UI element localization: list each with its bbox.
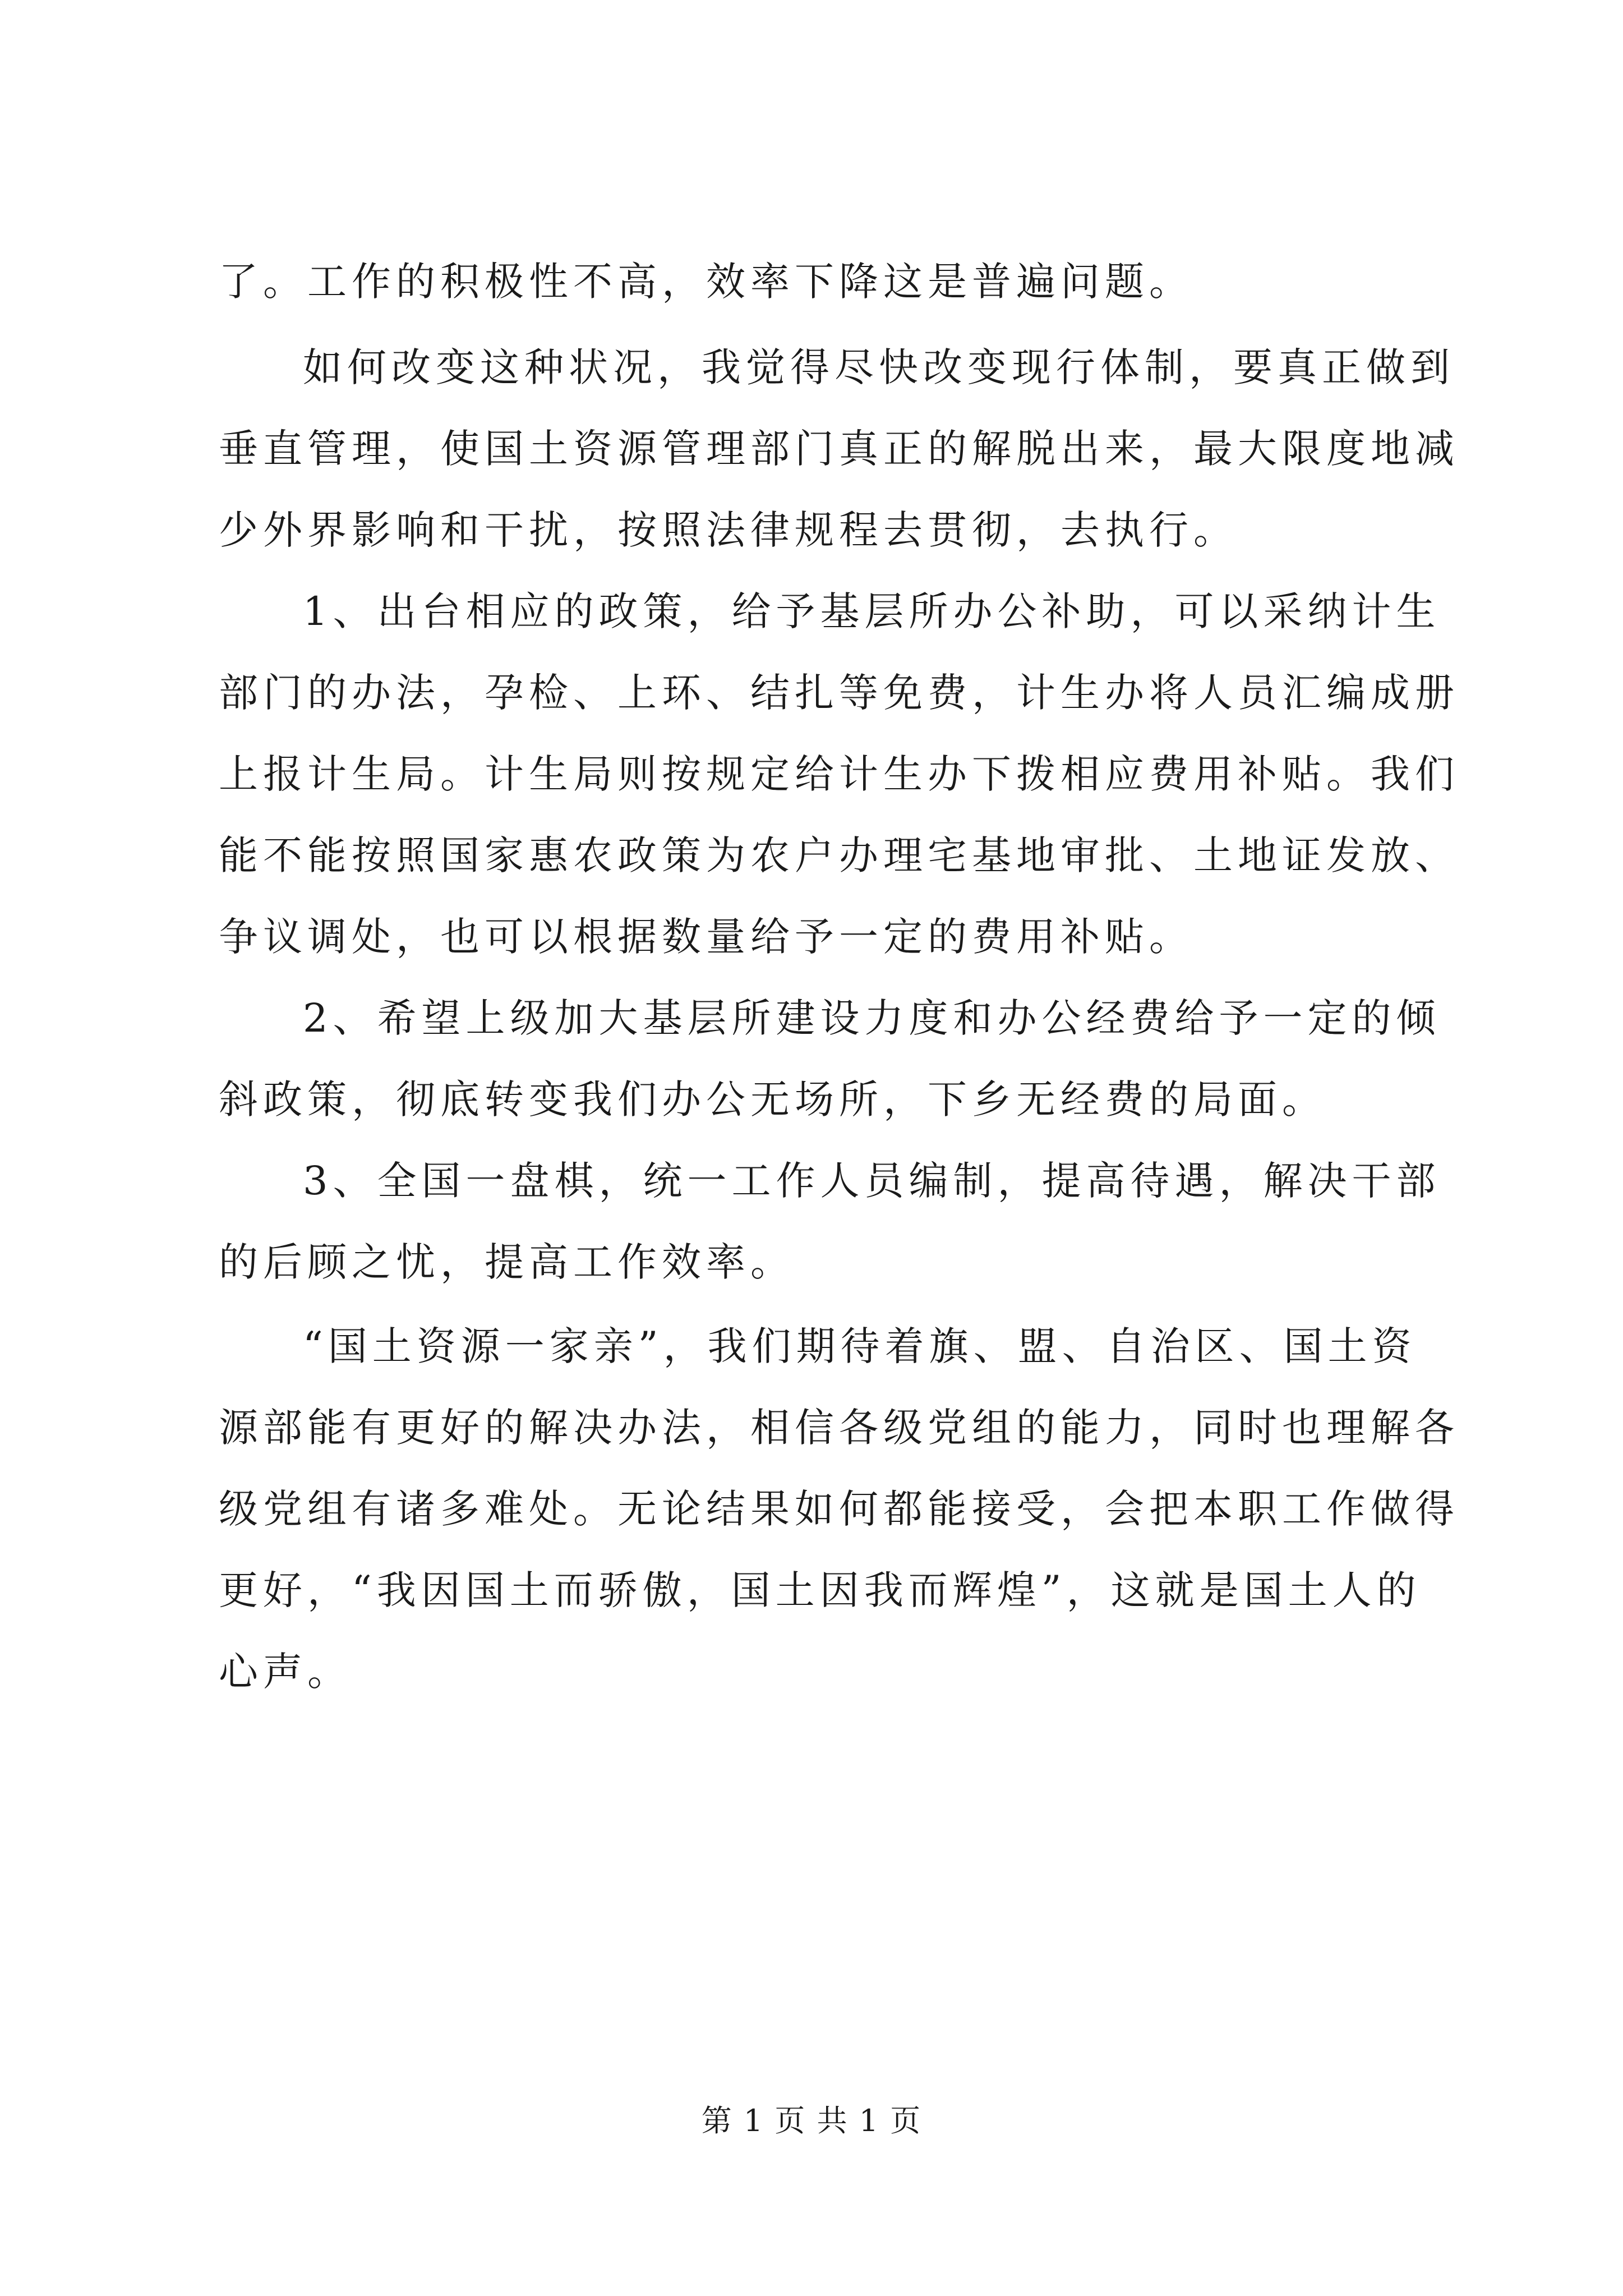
body-text-line: 如何改变这种状况，我觉得尽快改变现行体制，要真正做到	[303, 344, 1455, 390]
body-text-line: 斜政策，彻底转变我们办公无场所，下乡无经费的局面。	[219, 1076, 1326, 1122]
body-text-line: 能不能按照国家惠农政策为农户办理宅基地审批、土地证发放、	[219, 832, 1459, 878]
body-text-line: 上报计生局。计生局则按规定给计生办下拨相应费用补贴。我们	[219, 751, 1459, 797]
body-text-line: 2、希望上级加大基层所建设力度和办公经费给予一定的倾	[303, 995, 1441, 1041]
body-text-line: 部门的办法，孕检、上环、结扎等免费，计生办将人员汇编成册	[219, 670, 1459, 716]
body-text-line: 少外界影响和干扰，按照法律规程去贯彻，去执行。	[219, 507, 1238, 553]
body-text-line: 1、出台相应的政策，给予基层所办公补助，可以采纳计生	[303, 588, 1441, 634]
body-text-line: 3、全国一盘棋，统一工作人员编制，提高待遇，解决干部	[303, 1158, 1441, 1204]
body-text-line: 心声。	[219, 1649, 352, 1695]
page-footer: 第 1 页 共 1 页	[701, 2103, 922, 2138]
body-text-line: 源部能有更好的解决办法，相信各级党组的能力，同时也理解各	[219, 1405, 1459, 1451]
body-text-line: 了。工作的积极性不高，效率下降这是普遍问题。	[219, 259, 1193, 305]
body-text-line: 的后顾之忧，提高工作效率。	[219, 1239, 795, 1285]
body-text-line: 争议调处，也可以根据数量给予一定的费用补贴。	[219, 914, 1193, 960]
body-text-line: 更好，“我因国土而骄傲，国土因我而辉煌”，这就是国土人的	[219, 1567, 1421, 1613]
body-text-line: 级党组有诸多难处。无论结果如何都能接受，会把本职工作做得	[219, 1486, 1459, 1532]
body-text-line: “国土资源一家亲”，我们期待着旗、盟、自治区、国土资	[303, 1323, 1417, 1369]
body-text-line: 垂直管理，使国土资源管理部门真正的解脱出来，最大限度地减	[219, 426, 1459, 472]
